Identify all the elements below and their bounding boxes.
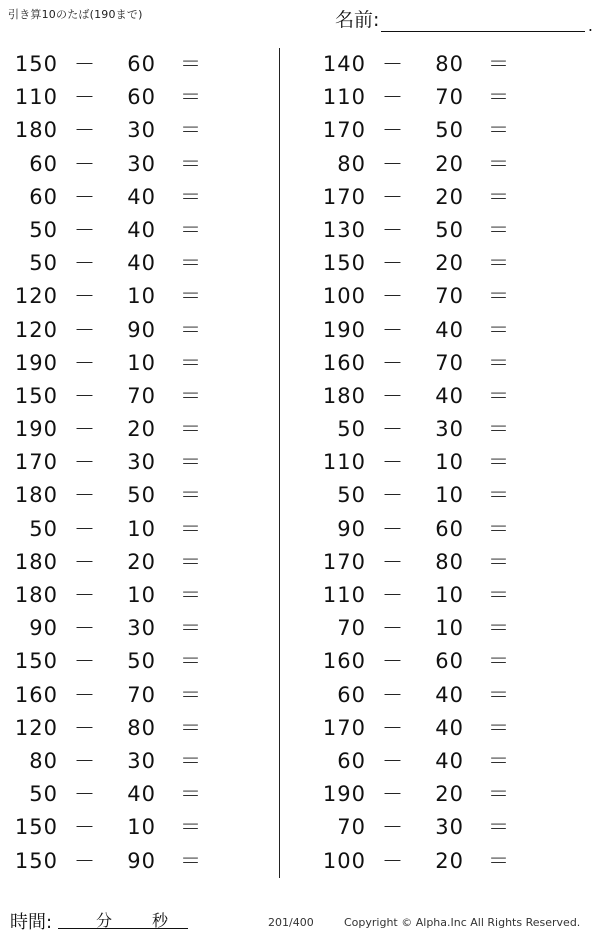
minuend: 50 — [29, 516, 58, 541]
equals-sign: ＝ — [180, 184, 202, 209]
minuend: 150 — [14, 649, 58, 674]
minuend: 50 — [29, 217, 58, 242]
minus-sign: － — [382, 317, 404, 342]
problem-row — [0, 148, 260, 181]
problem-row — [308, 247, 568, 280]
minuend: 190 — [14, 417, 58, 442]
subtrahend: 10 — [435, 483, 464, 508]
problem-row — [0, 479, 260, 512]
subtrahend: 10 — [127, 815, 156, 840]
equals-sign: ＝ — [180, 483, 202, 508]
subtrahend: 60 — [435, 649, 464, 674]
problem-row — [308, 413, 568, 446]
minuend: 140 — [322, 52, 366, 76]
minuend: 160 — [322, 649, 366, 674]
subtrahend: 70 — [435, 350, 464, 375]
equals-sign: ＝ — [488, 350, 510, 375]
minus-sign: － — [74, 649, 96, 674]
minus-sign: － — [74, 682, 96, 707]
subtrahend: 30 — [127, 151, 156, 176]
subtrahend: 40 — [435, 715, 464, 740]
minus-sign: － — [74, 516, 96, 541]
subtrahend: 40 — [127, 251, 156, 276]
subtrahend: 20 — [127, 549, 156, 574]
name-field[interactable] — [381, 11, 593, 35]
subtrahend: 70 — [127, 682, 156, 707]
problem-row — [0, 81, 260, 114]
subtrahend: 50 — [127, 649, 156, 674]
problem-row — [308, 546, 568, 579]
equals-sign: ＝ — [180, 815, 202, 840]
subtrahend: 70 — [435, 284, 464, 309]
minus-sign: － — [74, 815, 96, 840]
minus-sign: － — [382, 251, 404, 276]
equals-sign: ＝ — [488, 682, 510, 707]
subtrahend: 40 — [127, 217, 156, 242]
problem-row — [0, 48, 260, 81]
minuend: 100 — [322, 848, 366, 873]
minuend: 180 — [14, 118, 58, 143]
problem-row — [0, 645, 260, 678]
problem-row — [0, 712, 260, 745]
minuend: 60 — [29, 184, 58, 209]
subtrahend: 40 — [435, 383, 464, 408]
minus-sign: － — [74, 85, 96, 110]
minuend: 190 — [322, 317, 366, 342]
minuend: 180 — [14, 483, 58, 508]
equals-sign: ＝ — [180, 782, 202, 807]
name-label: 名前: — [335, 9, 380, 31]
minus-sign: － — [74, 583, 96, 607]
minus-sign: － — [74, 184, 96, 209]
equals-sign: ＝ — [180, 848, 202, 873]
name-field-area — [335, 4, 593, 35]
problem-row — [0, 380, 260, 413]
equals-sign: ＝ — [180, 85, 202, 110]
subtrahend: 40 — [435, 748, 464, 773]
problem-row — [308, 48, 568, 81]
equals-sign: ＝ — [180, 748, 202, 773]
problem-row — [308, 148, 568, 181]
equals-sign: ＝ — [180, 151, 202, 176]
minus-sign: － — [74, 748, 96, 773]
subtrahend: 10 — [127, 583, 156, 607]
minuend: 110 — [14, 85, 58, 110]
problem-row — [308, 612, 568, 645]
seconds-label: 秒 — [152, 911, 169, 930]
subtrahend: 30 — [435, 417, 464, 442]
problem-row — [308, 645, 568, 678]
equals-sign: ＝ — [488, 284, 510, 309]
minuend: 130 — [322, 217, 366, 242]
minuend: 60 — [337, 682, 366, 707]
equals-sign: ＝ — [488, 748, 510, 773]
minutes-label: 分 — [96, 911, 113, 930]
minus-sign: － — [382, 715, 404, 740]
equals-sign: ＝ — [488, 649, 510, 674]
equals-sign: ＝ — [180, 583, 202, 607]
equals-sign: ＝ — [488, 184, 510, 209]
problem-row — [308, 745, 568, 778]
problem-row — [0, 513, 260, 546]
problem-row — [308, 214, 568, 247]
column-divider — [279, 48, 280, 878]
minus-sign: － — [74, 118, 96, 143]
problem-row — [0, 181, 260, 214]
minuend: 150 — [14, 383, 58, 408]
subtrahend: 40 — [127, 782, 156, 807]
subtrahend: 20 — [435, 848, 464, 873]
problem-row — [0, 214, 260, 247]
equals-sign: ＝ — [180, 350, 202, 375]
subtrahend: 60 — [127, 85, 156, 110]
subtrahend: 60 — [435, 516, 464, 541]
problem-row — [308, 446, 568, 479]
minuend: 50 — [29, 251, 58, 276]
problem-row — [308, 314, 568, 347]
equals-sign: ＝ — [180, 118, 202, 143]
subtrahend: 20 — [435, 184, 464, 209]
equals-sign: ＝ — [488, 715, 510, 740]
subtrahend: 30 — [127, 450, 156, 475]
equals-sign: ＝ — [180, 383, 202, 408]
minus-sign: － — [382, 52, 404, 76]
subtrahend: 10 — [435, 583, 464, 607]
minus-sign: － — [382, 649, 404, 674]
subtrahend: 70 — [127, 383, 156, 408]
minus-sign: － — [382, 450, 404, 475]
minus-sign: － — [74, 715, 96, 740]
problem-column-right — [308, 48, 568, 878]
problem-row — [0, 347, 260, 380]
equals-sign: ＝ — [488, 52, 510, 76]
minuend: 180 — [14, 583, 58, 607]
equals-sign: ＝ — [180, 251, 202, 276]
minuend: 160 — [14, 682, 58, 707]
minus-sign: － — [382, 848, 404, 873]
problem-row — [0, 546, 260, 579]
equals-sign: ＝ — [488, 782, 510, 807]
problem-row — [308, 712, 568, 745]
problem-row — [0, 612, 260, 645]
equals-sign: ＝ — [180, 217, 202, 242]
subtrahend: 40 — [435, 682, 464, 707]
equals-sign: ＝ — [180, 317, 202, 342]
equals-sign: ＝ — [488, 815, 510, 840]
problem-row — [308, 114, 568, 147]
subtrahend: 30 — [127, 118, 156, 143]
minus-sign: － — [382, 583, 404, 607]
minus-sign: － — [74, 483, 96, 508]
equals-sign: ＝ — [488, 616, 510, 641]
subtrahend: 90 — [127, 317, 156, 342]
minuend: 80 — [337, 151, 366, 176]
equals-sign: ＝ — [488, 317, 510, 342]
subtrahend: 50 — [435, 217, 464, 242]
problem-row — [0, 413, 260, 446]
subtrahend: 50 — [127, 483, 156, 508]
subtrahend: 10 — [127, 284, 156, 309]
subtrahend: 30 — [127, 616, 156, 641]
minus-sign: － — [74, 251, 96, 276]
problem-row — [0, 280, 260, 313]
minuend: 90 — [337, 516, 366, 541]
minuend: 170 — [322, 715, 366, 740]
subtrahend: 20 — [435, 251, 464, 276]
minuend: 50 — [337, 483, 366, 508]
equals-sign: ＝ — [488, 151, 510, 176]
problem-row — [0, 679, 260, 712]
equals-sign: ＝ — [488, 85, 510, 110]
problem-row — [0, 745, 260, 778]
equals-sign: ＝ — [180, 52, 202, 76]
subtrahend: 10 — [435, 616, 464, 641]
equals-sign: ＝ — [180, 616, 202, 641]
equals-sign: ＝ — [180, 549, 202, 574]
minuend: 170 — [322, 184, 366, 209]
problem-row — [308, 811, 568, 844]
time-field[interactable] — [58, 928, 188, 929]
minuend: 150 — [14, 848, 58, 873]
equals-sign: ＝ — [488, 217, 510, 242]
problem-row — [0, 778, 260, 811]
subtrahend: 50 — [435, 118, 464, 143]
minuend: 80 — [29, 748, 58, 773]
minuend: 180 — [14, 549, 58, 574]
minuend: 160 — [322, 350, 366, 375]
problem-row — [0, 114, 260, 147]
minuend: 150 — [14, 52, 58, 76]
minus-sign: － — [74, 350, 96, 375]
minus-sign: － — [74, 417, 96, 442]
minuend: 120 — [14, 284, 58, 309]
minus-sign: － — [74, 217, 96, 242]
problem-row — [308, 81, 568, 114]
minus-sign: － — [382, 748, 404, 773]
minus-sign: － — [382, 85, 404, 110]
problem-row — [308, 347, 568, 380]
subtrahend: 20 — [435, 782, 464, 807]
minuend: 120 — [14, 317, 58, 342]
problem-row — [308, 513, 568, 546]
problem-row — [0, 446, 260, 479]
minus-sign: － — [382, 549, 404, 574]
subtrahend: 80 — [435, 52, 464, 76]
subtrahend: 40 — [127, 184, 156, 209]
minus-sign: － — [74, 151, 96, 176]
minus-sign: － — [74, 383, 96, 408]
subtrahend: 40 — [435, 317, 464, 342]
equals-sign: ＝ — [488, 516, 510, 541]
equals-sign: ＝ — [488, 450, 510, 475]
minus-sign: － — [382, 516, 404, 541]
page-number: 201/400 — [268, 916, 314, 929]
minuend: 120 — [14, 715, 58, 740]
subtrahend: 60 — [127, 52, 156, 76]
copyright-text: Copyright © Alpha.Inc All Rights Reserved. — [344, 916, 581, 929]
minuend: 50 — [337, 417, 366, 442]
minuend: 70 — [337, 815, 366, 840]
minuend: 60 — [29, 151, 58, 176]
problem-column-left — [0, 48, 260, 878]
time-label: 時間: — [10, 912, 53, 933]
minus-sign: － — [74, 549, 96, 574]
subtrahend: 80 — [435, 549, 464, 574]
equals-sign: ＝ — [180, 715, 202, 740]
problem-row — [308, 181, 568, 214]
minus-sign: － — [382, 217, 404, 242]
problem-row — [308, 679, 568, 712]
minuend: 70 — [337, 616, 366, 641]
footer — [0, 900, 600, 935]
problem-row — [308, 280, 568, 313]
subtrahend: 80 — [127, 715, 156, 740]
minus-sign: － — [382, 184, 404, 209]
problem-row — [0, 811, 260, 844]
equals-sign: ＝ — [488, 383, 510, 408]
minuend: 180 — [322, 383, 366, 408]
equals-sign: ＝ — [180, 682, 202, 707]
minuend: 50 — [29, 782, 58, 807]
minuend: 110 — [322, 583, 366, 607]
minus-sign: － — [382, 782, 404, 807]
minuend: 150 — [14, 815, 58, 840]
equals-sign: ＝ — [180, 450, 202, 475]
equals-sign: ＝ — [488, 118, 510, 143]
subtrahend: 30 — [435, 815, 464, 840]
subtrahend: 20 — [127, 417, 156, 442]
problem-row — [308, 380, 568, 413]
equals-sign: ＝ — [180, 284, 202, 309]
minus-sign: － — [74, 317, 96, 342]
subtrahend: 10 — [435, 450, 464, 475]
subtrahend: 20 — [435, 151, 464, 176]
equals-sign: ＝ — [488, 417, 510, 442]
minuend: 90 — [29, 616, 58, 641]
equals-sign: ＝ — [488, 251, 510, 276]
subtrahend: 70 — [435, 85, 464, 110]
minus-sign: － — [74, 616, 96, 641]
minuend: 110 — [322, 85, 366, 110]
minuend: 190 — [322, 782, 366, 807]
minus-sign: － — [382, 350, 404, 375]
equals-sign: ＝ — [488, 549, 510, 574]
minuend: 190 — [14, 350, 58, 375]
equals-sign: ＝ — [180, 649, 202, 674]
minus-sign: － — [382, 417, 404, 442]
problem-row — [0, 845, 260, 878]
minus-sign: － — [74, 52, 96, 76]
minus-sign: － — [74, 848, 96, 873]
minus-sign: － — [74, 782, 96, 807]
subtrahend: 10 — [127, 516, 156, 541]
equals-sign: ＝ — [180, 516, 202, 541]
problem-row — [0, 247, 260, 280]
minus-sign: － — [382, 616, 404, 641]
minus-sign: － — [382, 151, 404, 176]
equals-sign: ＝ — [488, 483, 510, 508]
equals-sign: ＝ — [488, 583, 510, 607]
equals-sign: ＝ — [180, 417, 202, 442]
minus-sign: － — [382, 483, 404, 508]
minus-sign: － — [74, 284, 96, 309]
minuend: 170 — [14, 450, 58, 475]
worksheet-title: 引き算10のたば(190まで) — [8, 8, 143, 21]
minuend: 170 — [322, 549, 366, 574]
minuend: 60 — [337, 748, 366, 773]
problem-row — [308, 845, 568, 878]
minuend: 110 — [322, 450, 366, 475]
problem-row — [0, 579, 260, 612]
minus-sign: － — [382, 383, 404, 408]
problem-row — [308, 778, 568, 811]
minuend: 170 — [322, 118, 366, 143]
subtrahend: 10 — [127, 350, 156, 375]
minus-sign: － — [382, 682, 404, 707]
name-field-end-mark: . — [587, 16, 593, 35]
problem-row — [308, 579, 568, 612]
minus-sign: － — [74, 450, 96, 475]
minuend: 100 — [322, 284, 366, 309]
minus-sign: － — [382, 815, 404, 840]
minuend: 150 — [322, 251, 366, 276]
subtrahend: 90 — [127, 848, 156, 873]
subtrahend: 30 — [127, 748, 156, 773]
problem-row — [308, 479, 568, 512]
minus-sign: － — [382, 284, 404, 309]
equals-sign: ＝ — [488, 848, 510, 873]
problem-row — [0, 314, 260, 347]
minus-sign: － — [382, 118, 404, 143]
